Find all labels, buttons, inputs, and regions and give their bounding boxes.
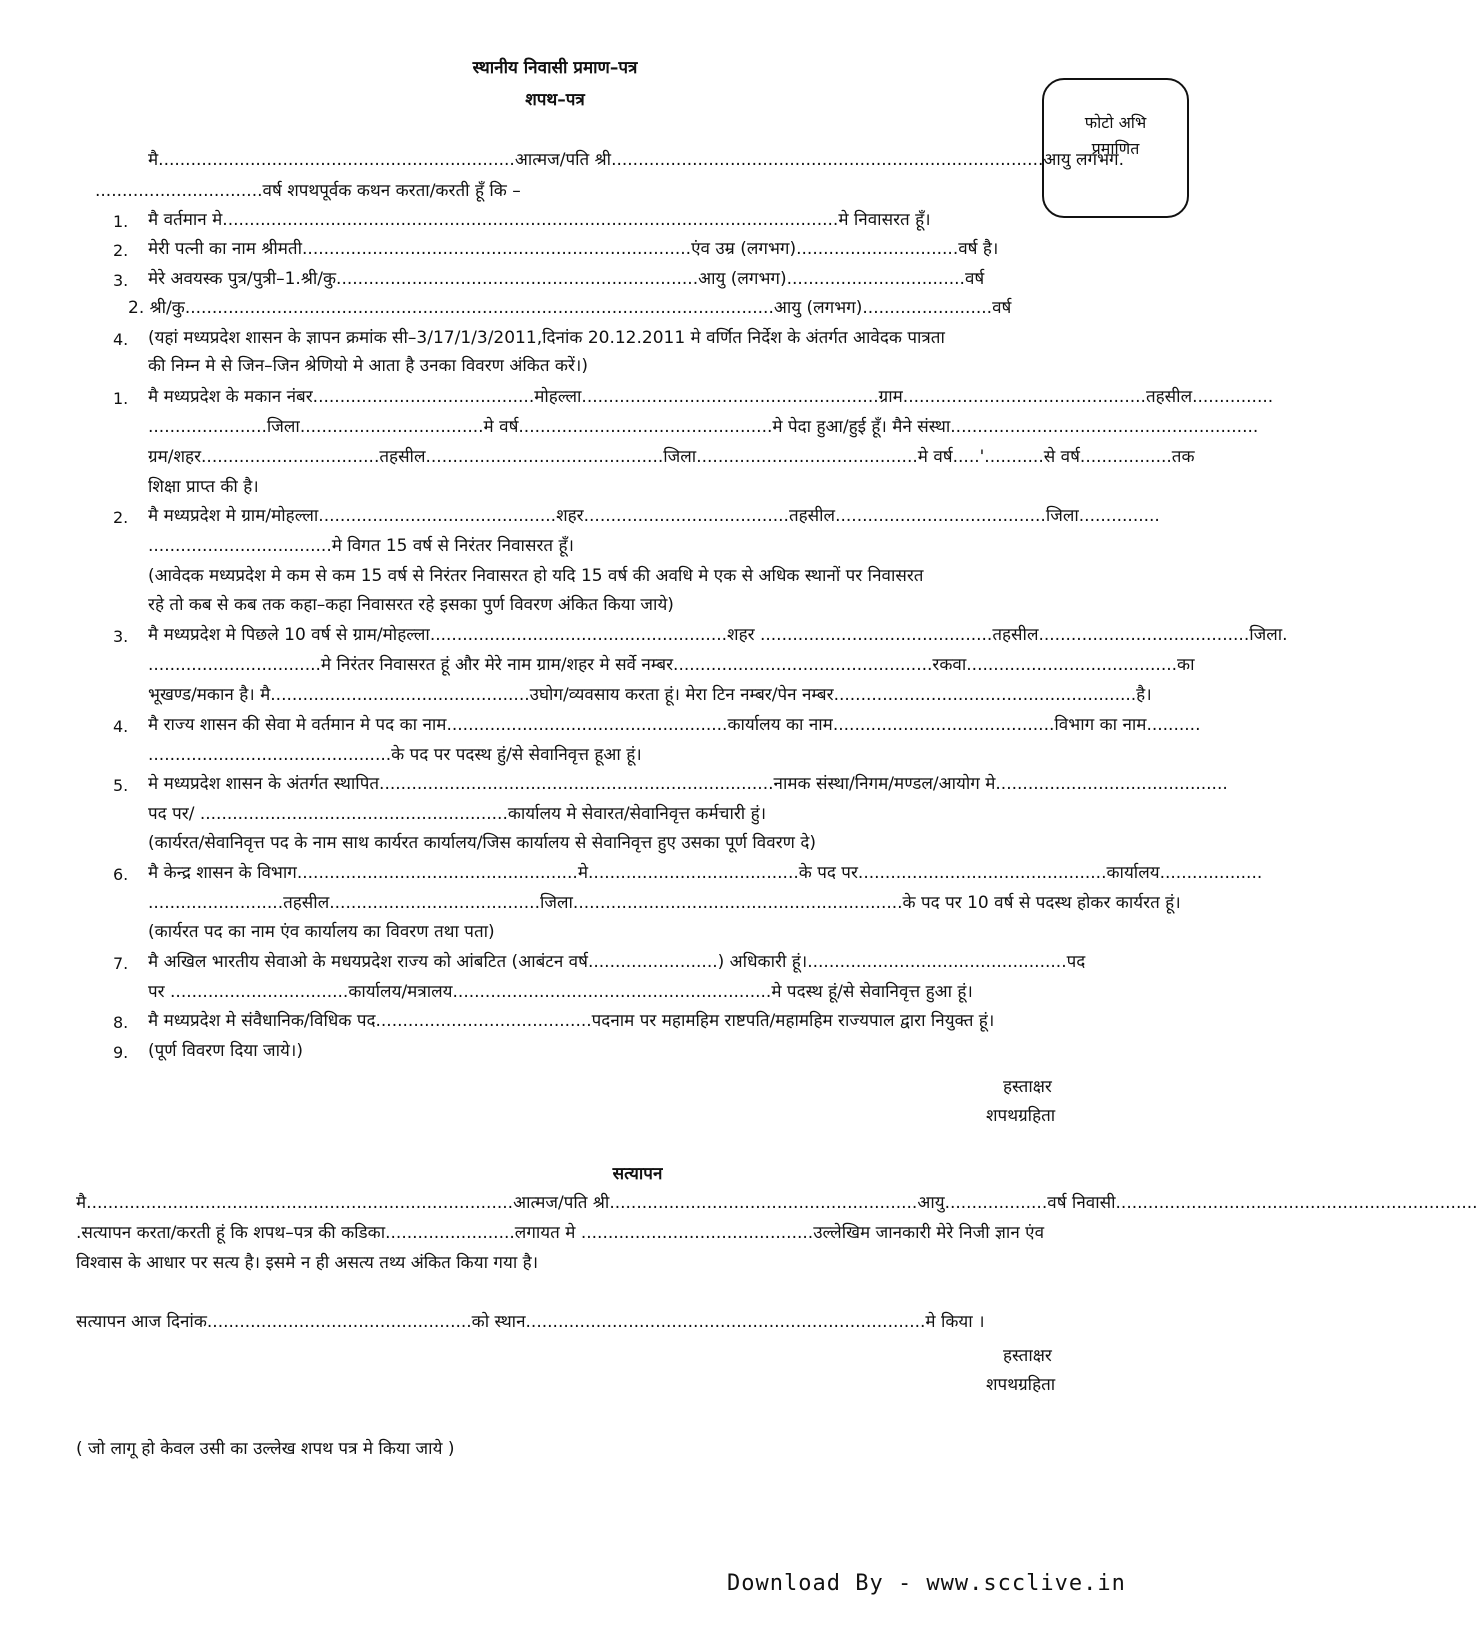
item-a1-number: 1.: [113, 212, 129, 231]
document-subtitle: शपथ–पत्र: [525, 90, 585, 110]
item-b2-number: 2.: [113, 508, 129, 527]
photo-box-line2: प्रमाणित: [1091, 139, 1140, 158]
item-b5-line-2: पद पर/ .........................................................कार्यालय मे सेवारत/सेवानिवृत्त कर्मचारी हुं।: [148, 804, 767, 824]
item-b7-number: 7.: [113, 954, 129, 973]
verification-line-1: मै...............................................................................आत्मज/पति श्री.........................................................आयु...................वर्ष निवासी...................................................................: [76, 1193, 1478, 1213]
item-b2-line-1: मै मध्यप्रदेश मे ग्राम/मोहल्ला............................................शहर......................................तहसील.......................................जिला...............: [148, 506, 1160, 526]
signature-label-2: हस्ताक्षर: [1003, 1346, 1052, 1366]
item-b5-line-3: (कार्यरत/सेवानिवृत्त पद के नाम साथ कार्यरत कार्यालय/जिस कार्यालय से सेवानिवृत्त हुए उसका पूर्ण विवरण दे): [148, 833, 817, 853]
item-b6-line-1: मै केन्द्र शासन के विभाग....................................................मे.......................................के पद पर..............................................कार्यालय...................: [148, 863, 1263, 883]
item-b1-line-3: ग्रम/शहर.................................तहसील............................................जिला.........................................मे वर्ष.....'...........से वर्ष.................तक: [148, 447, 1195, 467]
item-b5-line-1: मे मध्यप्रदेश शासन के अंतर्गत स्थापित.........................................................................नामक संस्था/निगम/मण्डल/आयोग मे...........................................: [148, 774, 1228, 794]
item-b6-line-2: .........................तहसील.......................................जिला.............................................................के पद पर 10 वर्ष से पदस्थ होकर कार्यरत हूं।: [148, 893, 1181, 913]
item-a4-line-1: (यहां मध्यप्रदेश शासन के ज्ञापन क्रमांक सी–3/17/1/3/2011,दिनांक 20.12.2011 मे वर्णित निर्देश के अंतर्गत आवेदक पात्रता: [148, 328, 945, 348]
item-b4-line-2: .............................................के पद पर पदस्थ हुं/से सेवानिवृत्त हूआ हूं।: [148, 745, 642, 765]
applicability-note: ( जो लागू हो केवल उसी का उल्लेख शपथ पत्र मे किया जाये ): [76, 1439, 455, 1459]
item-b1-line-2: ......................जिला..................................मे वर्ष...............................................मे पेदा हुआ/हुई हूँ। मैने संस्था.........................................................: [148, 417, 1259, 437]
item-b3-line-2: ................................मे निरंतर निवासरत हूं और मेरे नाम ग्राम/शहर मे सर्वे नम्बर................................................रकवा.......................................का: [148, 655, 1195, 675]
item-b4-number: 4.: [113, 717, 129, 736]
item-a2-number: 2.: [113, 241, 129, 260]
photo-box: [1042, 78, 1189, 218]
deponent-label-2: शपथग्रहिता: [986, 1375, 1056, 1395]
verification-line-3: विश्वास के आधार पर सत्य है। इसमे न ही असत्य तथ्य अंकित किया गया है।: [76, 1253, 539, 1273]
download-footer: Download By - www.scclive.in: [727, 1571, 1126, 1596]
item-b1-line-4: शिक्षा प्राप्त की है।: [148, 477, 259, 497]
signature-label: हस्ताक्षर: [1003, 1077, 1052, 1097]
item-b7-line-1: मै अखिल भारतीय सेवाओ के मधयप्रदेश राज्य को आंबटित (आबंटन वर्ष........................) अधिकारी हूं।................................................पद: [148, 952, 1086, 972]
item-a3-line-2: 2. श्री/कु.............................................................................................................आयु (लगभग)........................वर्ष: [128, 298, 1012, 318]
verification-title: सत्यापन: [612, 1164, 663, 1184]
document-title: स्थानीय निवासी प्रमाण–पत्र: [472, 58, 638, 78]
item-a4-line-2: की निम्न मे से जिन–जिन श्रेणियो मे आता है उनका विवरण अंकित करें।): [148, 356, 589, 376]
item-b7-line-2: पर .................................कार्यालय/मत्रालय...........................................................मे पदस्थ हूं/से सेवानिवृत्त हुआ हूं।: [148, 982, 973, 1002]
item-b3-number: 3.: [113, 627, 129, 646]
item-b1-number: 1.: [113, 389, 129, 408]
item-b8-line-1: मै मध्यप्रदेश मे संवैधानिक/विधिक पद........................................पदनाम पर महामहिम राष्टपति/महामहिम राज्यपाल द्वारा नियुक्त हूं।: [148, 1011, 995, 1031]
item-b3-line-1: मै मध्यप्रदेश मे पिछले 10 वर्ष से ग्राम/मोहल्ला.......................................................शहर ...........................................तहसील.......................................जिला.: [148, 625, 1288, 645]
photo-box-line1: फोटो अभि: [1084, 113, 1147, 132]
item-b8-number: 8.: [113, 1013, 129, 1032]
item-b2-line-2: ..................................मे विगत 15 वर्ष से निरंतर निवासरत हूँ।: [148, 536, 574, 556]
item-b9-number: 9.: [113, 1043, 129, 1062]
item-a3-number: 3.: [113, 271, 129, 290]
item-b1-line-1: मै मध्यप्रदेश के मकान नंबर.........................................मोहल्ला.......................................................ग्राम.............................................तहसील...............: [148, 387, 1274, 407]
item-a3-line-1: मेरे अवयस्क पुत्र/पुत्री–1.श्री/कु...................................................................आयु (लगभग).................................वर्ष: [148, 269, 985, 289]
intro-line-2: ...............................वर्ष शपथपूर्वक कथन करता/करती हूँ कि –: [95, 181, 521, 201]
item-a4-number: 4.: [113, 330, 129, 349]
item-b4-line-1: मै राज्य शासन की सेवा मे वर्तमान मे पद का नाम....................................................कार्यालय का नाम.........................................विभाग का नाम..........: [148, 715, 1201, 735]
item-b3-line-3: भूखण्ड/मकान है। मै................................................उघोग/व्यवसाय करता हूं। मेरा टिन नम्बर/पेन नम्बर........................................................है।: [148, 685, 1152, 705]
verification-date-line: सत्यापन आज दिनांक.................................................को स्थान..........................................................................मे किया ।: [76, 1312, 985, 1332]
item-b6-line-3: (कार्यरत पद का नाम एंव कार्यालय का विवरण तथा पता): [148, 922, 495, 942]
item-a2-line: मेरी पत्नी का नाम श्रीमती........................................................................एंव उम्र (लगभग)..............................वर्ष है।: [148, 239, 999, 259]
item-b2-line-4: रहे तो कब से कब तक कहा–कहा निवासरत रहे इसका पुर्ण विवरण अंकित किया जाये): [148, 595, 674, 615]
item-b6-number: 6.: [113, 865, 129, 884]
item-a1-line: मै वर्तमान मे..................................................................................................................मे निवासरत हूँ।: [148, 210, 931, 230]
item-b9-line-1: (पूर्ण विवरण दिया जाये।): [148, 1041, 303, 1061]
item-b5-number: 5.: [113, 776, 129, 795]
verification-line-2: .सत्यापन करता/करती हूं कि शपथ–पत्र की कडिका........................लगायत मे ...........................................उल्लेखिम जानकारी मेरे निजी ज्ञान एंव: [76, 1223, 1045, 1243]
deponent-label: शपथग्रहिता: [986, 1106, 1056, 1126]
item-b2-line-3: (आवेदक मध्यप्रदेश मे कम से कम 15 वर्ष से निरंतर निवासरत हो यदि 15 वर्ष की अवधि मे एक से अधिक स्थानों पर निवासरत: [148, 566, 924, 586]
intro-line-1: मै..................................................................आत्मज/पति श्री................................................................................आयु लगभग.: [148, 150, 1125, 170]
